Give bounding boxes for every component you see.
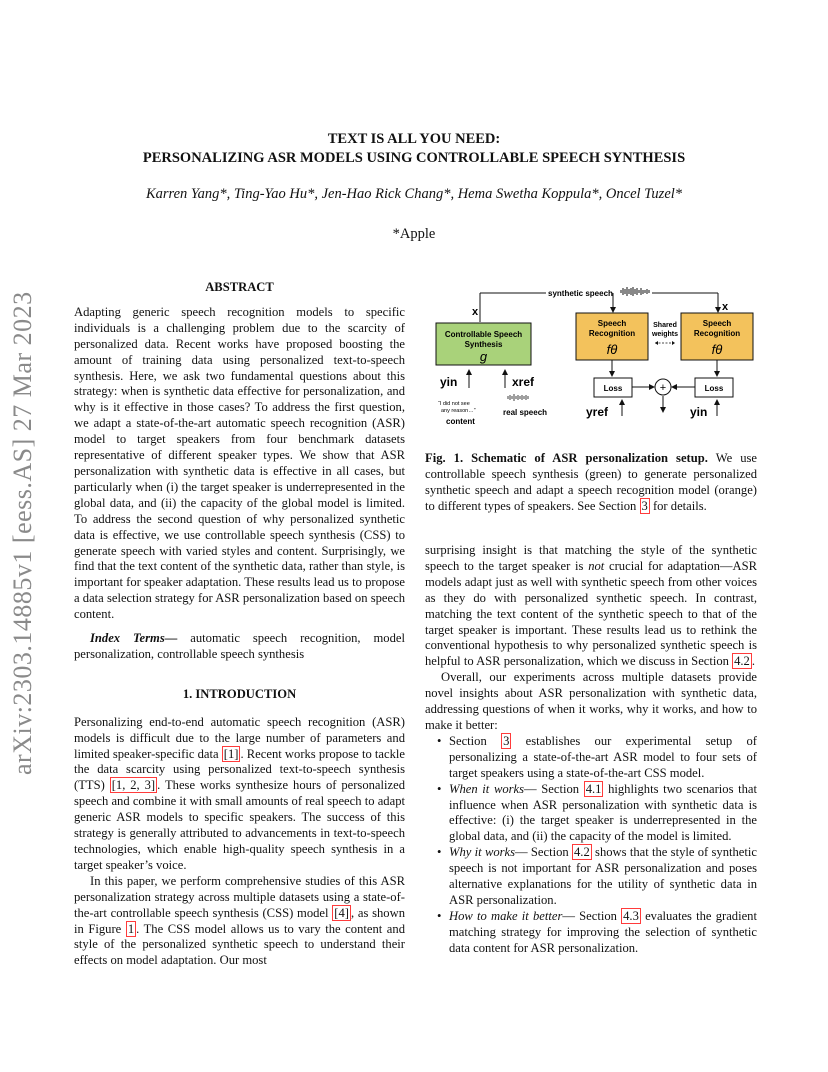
loss-right-label: Loss <box>704 384 724 393</box>
authors: Karren Yang*, Ting-Yao Hu*, Jen-Hao Rick Chang*, Hema Swetha Koppula*, Oncel Tuzel* <box>145 186 683 202</box>
citation-link[interactable]: [4] <box>334 905 349 920</box>
citation-link[interactable]: [1] <box>223 746 239 761</box>
list-item-text: shows that the style of synthetic speech is not important for ASR personalization and poses alternative explanations for the utility of synthetic data in ASR personalization. <box>449 845 757 907</box>
list-item-text: — Section <box>524 781 584 796</box>
y-in-label-left: yin <box>440 375 458 389</box>
asr-left-label-1: Speech <box>597 319 627 328</box>
right-p1-text-b: crucial for adaptation—ASR models adapt just as well with synthetic speech from other voices as they do with personalized synthetic speech. In contrast, matching the text content of the synthetic speech to that of the target speaker is important. These results lead us to rethink the conventional hypothesis to why personalized synthetic speech is helpful to ASR personalization, which we discuss in Section <box>425 558 757 669</box>
right-paragraph-1 <box>425 543 757 670</box>
waveform-icon <box>508 394 528 401</box>
abstract-heading: ABSTRACT <box>205 280 274 294</box>
content-label: content <box>446 417 475 426</box>
section-link[interactable]: 3 <box>503 733 510 748</box>
right-p1-text-a: surprising insight is that matching the style of the synthetic speech to the target speaker is <box>425 543 757 573</box>
shared-weights-label-2: weights <box>651 331 679 338</box>
y-in-label-right: yin <box>690 405 708 419</box>
index-terms-label: Index Terms— <box>90 631 178 646</box>
quote-line-2: any reason…” <box>441 408 476 414</box>
section-link[interactable]: 4.2 <box>734 654 750 669</box>
asr-left-f-theta: fθ <box>606 342 618 357</box>
intro-p2-text-a: In this paper, we perform comprehensive studies of this ASR personalization strategy across multiple datasets using a state-of-the-art controllable speech synthesis (CSS) model <box>74 873 405 920</box>
shared-weights-arrowheads <box>655 341 675 345</box>
caption-body: We use controllable speech synthesis (green) to generate personalized synthetic speech and adapt a speech recognition model (orange) to different types of speakers. See Section <box>425 451 757 513</box>
arxiv-stamp: arXiv:2303.14885v1 [eess.AS] 27 Mar 2023 <box>8 291 37 775</box>
list-item-emphasis: Why it works <box>449 845 516 860</box>
right-paragraph-2: Overall, our experiments across multiple datasets provide novel insights about ASR personalization with synthetic data, addressing questions of when it works, why it works, and how to make it better: <box>425 670 757 732</box>
index-terms <box>74 631 405 663</box>
asr-left-label-2: Recognition <box>588 329 636 338</box>
abstract-body: Adapting generic speech recognition models to specific individuals is a challenging problem due to the scarcity of personalized data. Recent works have proposed boosting the amount of training data using personalized text-to-speech synthesis. Here, we ask two fundamental questions about this strategy: when is synthetic data effective for personalization, and why is it effective in those cases? To address the first question, we adapt a state-of-the-art automatic speech recognition (ASR) model to target speakers from four benchmark datasets representative of different speaker types. We show that ASR personalization with synthetic data is effective in all cases, but particularly when (i) the target speaker is underrepresented in the global data, and (ii) the capacity of the global model is limited. To address the second question of why personalized synthetic data is effective, we use controllable speech synthesis (CSS) to generate speech with varied styles and content. Surprisingly, we find that the text content of the synthetic data, rather than style, is important for speaker adaptation. These results lead us to propose a data selection strategy for ASR personalization based on speech content. <box>74 304 405 622</box>
caption-label: Fig. 1 <box>425 451 460 465</box>
synthetic-speech-label: synthetic speech <box>548 289 613 298</box>
citation-link[interactable]: [1, 2, 3] <box>111 778 156 793</box>
intro-p1-text-c: . These works synthesize hours of personalized speech and combine it with small amounts of real speech to adapt generic ASR models to specific speakers. The success of this strategy is generally attributed to advancements in text-to-speech technologies, which enable high-quality speech synthesis in a target speaker’s voice. <box>74 778 405 872</box>
list-item-text: highlights two scenarios that influence when ASR personalization with synthetic data is effective: (i) the target speaker is underrepresented in the global data, and (ii) the capacity of the model is limited. <box>449 781 758 844</box>
section-link[interactable]: 4.1 <box>585 781 602 796</box>
css-g-symbol: g <box>479 349 488 364</box>
list-item-text: — Section <box>515 845 572 860</box>
x-label-left: x <box>472 306 479 318</box>
list-item-text: — Section <box>562 908 622 923</box>
css-label-2: Synthesis <box>464 340 503 349</box>
y-ref-label: yref <box>586 405 609 419</box>
list-item-emphasis: How to make it better <box>449 908 563 923</box>
title-line-2: PERSONALIZING ASR MODELS USING CONTROLLABLE SPEECH SYNTHESIS <box>142 150 686 166</box>
affiliation: *Apple <box>392 226 436 242</box>
paper-title <box>60 130 768 168</box>
x-label-right: x <box>722 301 729 313</box>
figure-link[interactable]: 1 <box>127 921 135 936</box>
contribution-list <box>425 734 757 957</box>
shared-weights-label-1: Shared <box>653 322 677 329</box>
list-item <box>439 782 757 846</box>
left-column <box>74 280 405 969</box>
list-item-text: Section <box>449 733 502 748</box>
asr-right-label-2: Recognition <box>693 329 741 338</box>
list-item-text: establishes our experimental setup of personalizing a state-of-the-art ASR model to four sets of target speakers using a state-of-the-art CSS model. <box>449 733 757 780</box>
right-column <box>425 543 757 957</box>
list-item-text: evaluates the gradient matching strategy for improving the selection of synthetic data content for ASR personalization. <box>449 908 757 955</box>
real-speech-label: real speech <box>503 408 548 417</box>
intro-paragraph-1 <box>74 715 405 874</box>
figure-1 <box>428 282 758 432</box>
title-line-1: TEXT IS ALL YOU NEED: <box>327 131 501 147</box>
intro-heading: 1. INTRODUCTION <box>182 686 297 701</box>
list-item-emphasis: When it works <box>449 781 525 796</box>
loss-left-label: Loss <box>603 384 623 393</box>
waveform-icon <box>621 287 649 296</box>
asr-right-f-theta: fθ <box>711 342 723 357</box>
list-item <box>439 909 757 957</box>
intro-p2-text-c: . The CSS model allows us to vary the content and style of the personalized synthetic speech to understand their effects on model adaptation. Our most <box>74 921 405 968</box>
section-link[interactable]: 4.3 <box>623 908 639 923</box>
emphasis-not: not <box>588 558 605 573</box>
list-item <box>439 734 757 782</box>
schematic-diagram <box>428 282 758 432</box>
list-item <box>439 845 757 909</box>
css-label-1: Controllable Speech <box>444 330 523 339</box>
intro-paragraph-2 <box>74 874 405 969</box>
asr-right-label-1: Speech <box>702 319 732 328</box>
x-ref-label: xref <box>512 375 535 389</box>
section-link[interactable]: 3 <box>641 498 648 513</box>
caption-end: for details. <box>649 498 707 513</box>
intro-p2-text-b: , as shown in Figure <box>74 905 405 936</box>
figure-caption <box>425 451 757 515</box>
right-p1-text-c: . <box>751 654 756 669</box>
intro-p1-text-a: Personalizing end-to-end automatic speech recognition (ASR) models is difficult due to the large number of parameters and limited speaker-specific data <box>74 714 405 761</box>
index-terms-text: automatic speech recognition, model personalization, controllable speech synthesis <box>74 631 405 661</box>
section-link[interactable]: 4.2 <box>574 845 590 860</box>
intro-p1-text-b: . Recent works propose to tackle the data scarcity using personalized text-to-speech synthesis (TTS) <box>74 746 405 793</box>
quote-line-1: “I did not see <box>438 401 470 407</box>
plus-sign: + <box>659 382 667 394</box>
caption-title: . Schematic of ASR personalization setup. <box>459 451 708 465</box>
